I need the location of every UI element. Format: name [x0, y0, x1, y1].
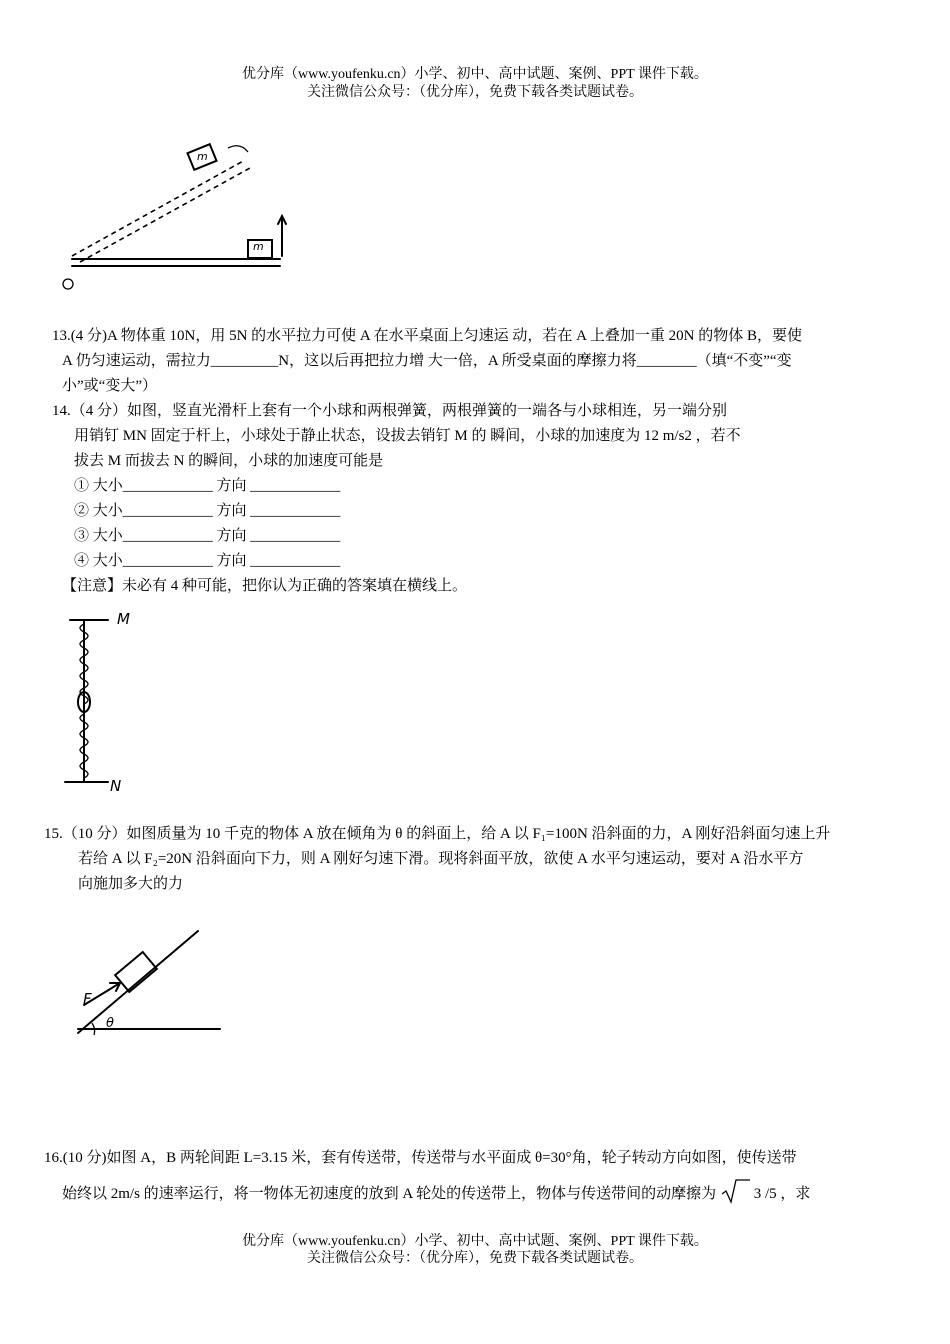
- q14-option-4: ④ 大小____________ 方向 ____________: [74, 553, 341, 569]
- incline-lever-figure: [50, 138, 300, 298]
- fig12-block-label-top: m: [197, 150, 208, 163]
- footer-line-1: 优分库（www.youfenku.cn）小学、初中、高中试题、案例、PPT 课件下载。: [242, 1234, 708, 1249]
- q16-sqrt-radicand: 3: [753, 1186, 762, 1202]
- fig15-label-theta: θ: [106, 1016, 114, 1031]
- q15-line-3: 向施加多大的力: [78, 876, 184, 892]
- footer-line-2: 关注微信公众号：（优分库），免费下载各类试题试卷。: [307, 1251, 643, 1266]
- q16-line-1: 16.(10 分)如图 A，B 两轮间距 L=3.15 米，套有传送带，传送带与水平面成 θ=30°角，轮子转动方向如图，使传送带: [44, 1150, 797, 1166]
- spring-rod-figure: [60, 610, 140, 800]
- fig12-block-label-bottom: m: [253, 240, 264, 253]
- q14-note: 【注意】未必有 4 种可能，把你认为正确的答案填在横线上。: [62, 578, 468, 594]
- fig12-label-o: [58, 275, 67, 289]
- q16-line-2-end: /5 ，求: [764, 1186, 811, 1202]
- q16-line-2: [62, 1178, 810, 1204]
- q13-line-2: A 仍匀速运动，需拉力_________N，这以后再把拉力增 大一倍，A 所受桌面的摩擦力将________（填“不变”“变: [62, 353, 792, 369]
- header-line-2: 关注微信公众号：（优分库），免费下载各类试题试卷。: [307, 85, 643, 100]
- q13-line-1: 13.(4 分)A 物体重 10N，用 5N 的水平拉力可使 A 在水平桌面上匀速运 动，若在 A 上叠加一重 20N 的物体 B，要使: [52, 328, 803, 344]
- q16-line-2-text: 始终以 2m/s 的速率运行，将一物体无初速度的放到 A 轮处的传送带上，物体与传送带间的动摩擦为: [62, 1186, 717, 1202]
- q13-line-3: 小”或“变大”）: [62, 378, 157, 394]
- q14-option-3: ③ 大小____________ 方向 ____________: [74, 528, 341, 544]
- q14-option-1: ① 大小____________ 方向 ____________: [74, 478, 341, 494]
- q14-line-1: 14.（4 分）如图，竖直光滑杆上套有一个小球和两根弹簧，两根弹簧的一端各与小球相连，另一端分别: [52, 403, 728, 419]
- sqrt-sign: [720, 1178, 750, 1204]
- inclined-plane-figure: [70, 925, 230, 1040]
- header-line-1: 优分库（www.youfenku.cn）小学、初中、高中试题、案例、PPT 课件下载。: [242, 67, 708, 82]
- q14-line-2: 用销钉 MN 固定于杆上，小球处于静止状态，设拔去销钉 M 的 瞬间，小球的加速度为 12 m/s2 ，若不: [74, 428, 741, 444]
- fig15-label-f: F: [83, 990, 92, 1008]
- q14-line-3: 拔去 M 而拔去 N 的瞬间，小球的加速度可能是: [74, 453, 384, 469]
- q14-option-2: ② 大小____________ 方向 ____________: [74, 503, 341, 519]
- fig14-label-m: M: [117, 610, 130, 628]
- fig14-label-n: N: [110, 777, 122, 795]
- q15-line-2: 若给 A 以 F₂=20N 沿斜面向下力，则 A 刚好匀速下滑。现将斜面平放，欲使 A 水平匀速运动，要对 A 沿水平方: [78, 851, 804, 867]
- q15-line-1: 15.（10 分）如图质量为 10 千克的物体 A 放在倾角为 θ 的斜面上，给 A 以 F₁=100N 沿斜面的力，A 刚好沿斜面匀速上升: [44, 826, 831, 842]
